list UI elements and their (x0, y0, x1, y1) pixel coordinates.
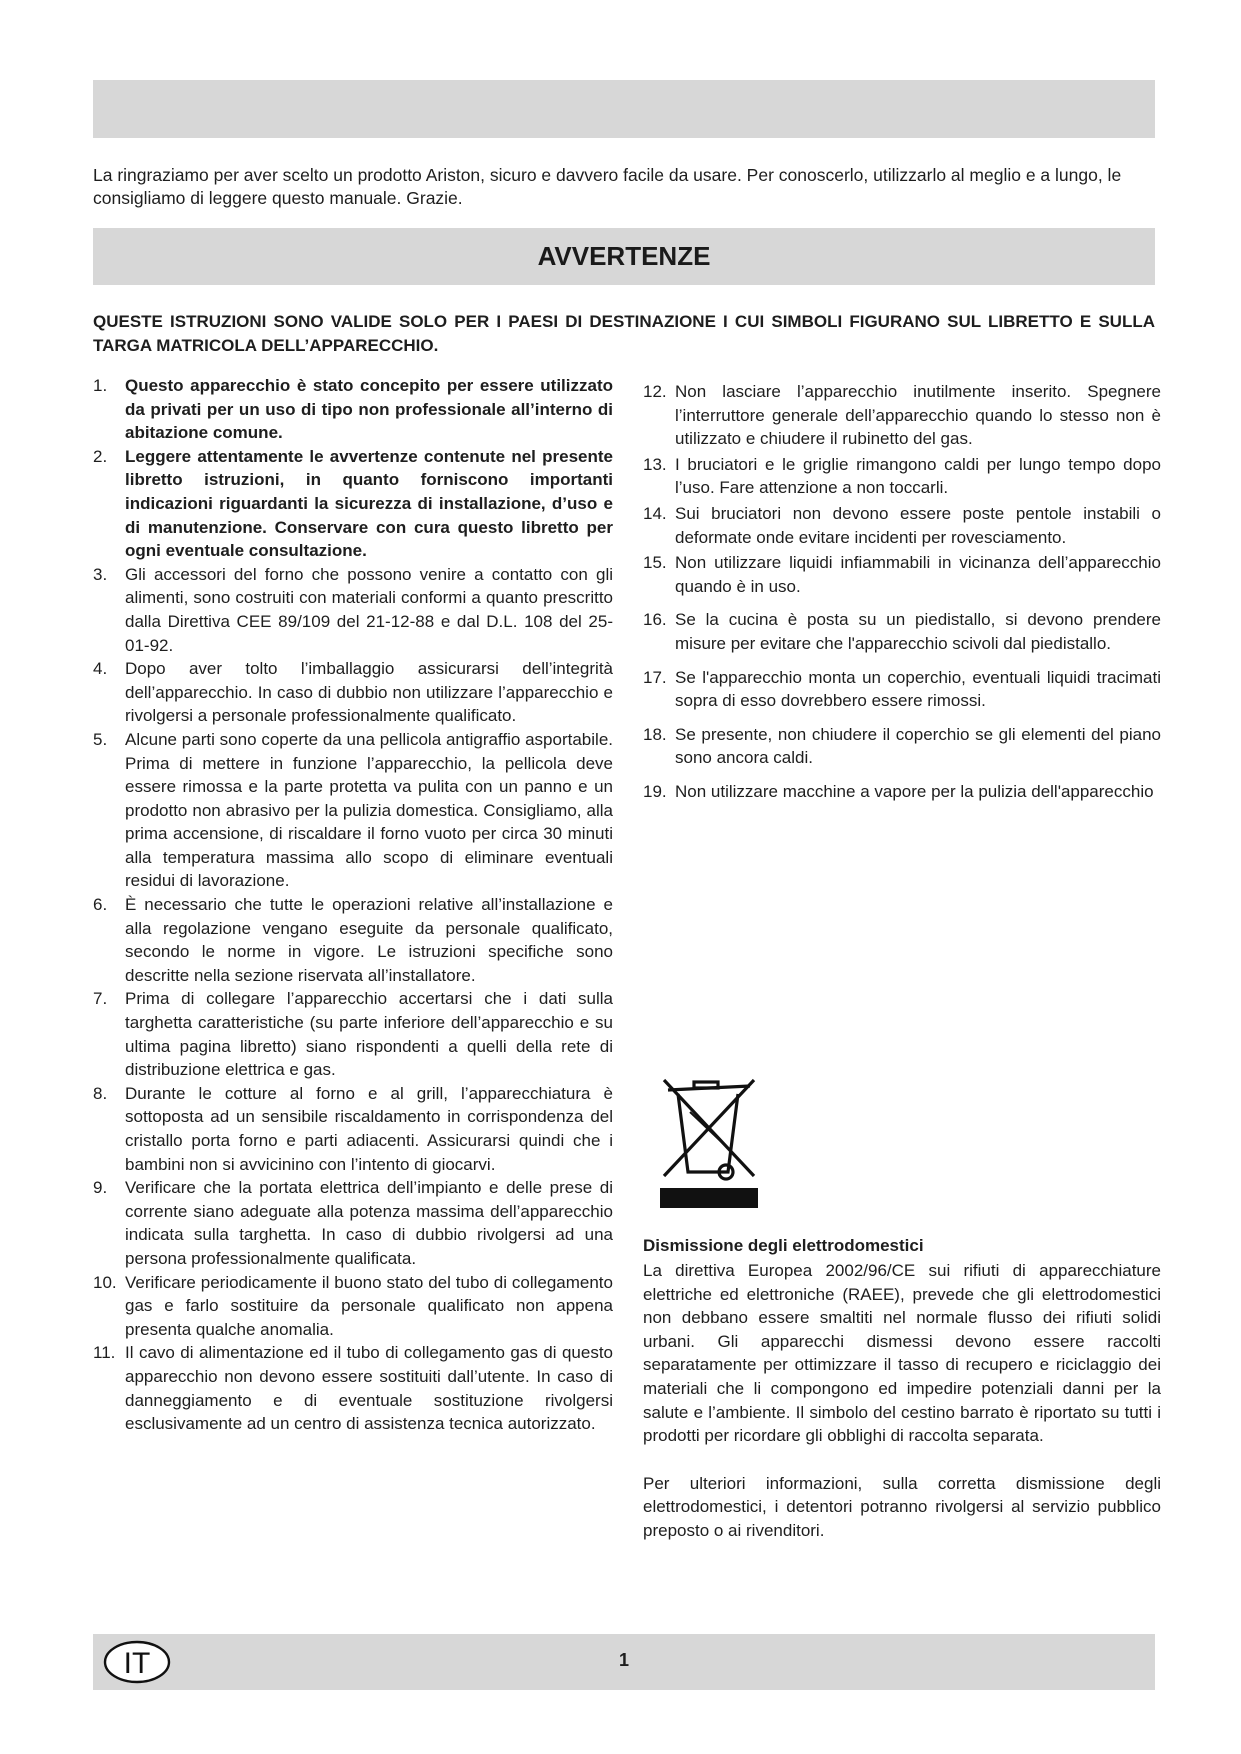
page-number: 1 (618, 1650, 629, 1670)
warning-text: Se la cucina è posta su un piedistallo, si devono prendere misure per evitare che l'apparecchio scivoli dal piedistallo. (675, 610, 1161, 653)
warning-number: 1. (93, 376, 108, 395)
disposal-title: Dismissione degli elettrodomestici (643, 1236, 924, 1255)
warning-item (93, 1271, 613, 1342)
warning-text: Leggere attentamente le avvertenze contenute nel presente libretto istruzioni, in quanto forniscono importanti indicazioni riguardanti la sicurezza di installazione, d’uso e di manutenzione. Conservare con cura questo libretto per ogni eventuale consultazione. (125, 446, 613, 561)
warnings-right-column (643, 380, 1161, 814)
warning-number: 14. (643, 503, 667, 523)
warning-text: Gli accessori del forno che possono venire a contatto con gli alimenti, sono costruiti con materiali conformi a quanto prescritto dalla Direttiva CEE 89/109 del 21-12-88 e dal D.L. 108 del 25-01-92. (125, 564, 613, 655)
warning-text: Non utilizzare macchine a vapore per la pulizia dell'apparecchio (675, 781, 1154, 801)
warning-number: 6. (93, 895, 108, 915)
warning-item (93, 374, 613, 445)
warning-item (643, 608, 1161, 655)
warning-text: Non utilizzare liquidi infiammabili in vicinanza dell’apparecchio quando è in uso. (675, 553, 1161, 596)
warning-text: Dopo aver tolto l’imballaggio assicurarsi dell’integrità dell’apparecchio. In caso di dubbio non utilizzare l’apparecchio e rivolgersi a personale professionalmente qualificato. (125, 659, 613, 726)
warning-text: Se l'apparecchio monta un coperchio, eventuali liquidi tracimati sopra di esso dovrebbero essere rimossi. (675, 667, 1161, 711)
warning-number: 9. (93, 1178, 108, 1198)
warning-number: 17. (643, 667, 667, 687)
validity-note: QUESTE ISTRUZIONI SONO VALIDE SOLO PER I PAESI DI DESTINAZIONE I CUI SIMBOLI FIGURANO SUL LIBRETTO E SULLA TARGA MATRICOLA DELL’APPARECCHIO. (93, 312, 1155, 355)
warning-item (643, 380, 1161, 451)
warning-item (93, 1176, 613, 1270)
intro-text: La ringraziamo per aver scelto un prodotto Ariston, sicuro e davvero facile da usare. Per conoscerlo, utilizzarlo al meglio e a lungo, le consigliamo di leggere questo manuale. Grazie. (93, 165, 1122, 208)
warning-item (93, 445, 613, 563)
warning-item (643, 502, 1161, 549)
warning-item (93, 987, 613, 1081)
disposal-body: La direttiva Europea 2002/96/CE sui rifiuti di apparecchiature elettriche ed elettroniche (RAEE), prevede che gli elettrodomestici non debbano essere smaltiti nel normale flusso dei rifiuti solidi urbani. Gli apparecchi dismessi devono essere raccolti separatamente per ottimizzare il tasso di recupero e riciclaggio dei materiali che li compongono ed impedire potenziali danni per la salute e l’ambiente. Il simbolo del cestino barrato è riportato su tutti i prodotti per ricordare gli obblighi di raccolta separata. (643, 1261, 1161, 1446)
warning-number: 13. (643, 454, 667, 474)
warning-number: 15. (643, 553, 667, 573)
warning-text: Se presente, non chiudere il coperchio se gli elementi del piano sono ancora caldi. (675, 724, 1161, 768)
warning-number: 5. (93, 729, 108, 749)
warning-text: Non lasciare l’apparecchio inutilmente inserito. Spegnere l’interruttore generale dell’apparecchio quando lo stesso non è utilizzato e chiudere il rubinetto del gas. (675, 382, 1161, 449)
warning-item (93, 1082, 613, 1176)
language-badge-text: IT (123, 1647, 151, 1680)
language-badge (103, 1640, 171, 1684)
disposal-section (643, 1234, 1161, 1543)
warning-text: I bruciatori e le griglie rimangono caldi per lungo tempo dopo l’uso. Fare attenzione a non toccarli. (675, 454, 1161, 498)
header-band (93, 80, 1155, 138)
warnings-left-column (93, 374, 613, 1436)
warning-text: Sui bruciatori non devono essere poste pentole instabili o deformate onde evitare incidenti per rovesciamento. (675, 503, 1161, 547)
warning-text: Questo apparecchio è stato concepito per essere utilizzato da privati per un uso di tipo non professionale all’interno di abitazione comune. (125, 376, 613, 443)
warning-item (643, 666, 1161, 713)
warning-number: 12. (643, 382, 667, 401)
warning-item (93, 893, 613, 987)
warning-item (643, 780, 1161, 804)
warning-number: 3. (93, 564, 108, 584)
warning-item (93, 1341, 613, 1435)
warning-text: Prima di collegare l’apparecchio accertarsi che i dati sulla targhetta caratteristiche (su parte inferiore dell’apparecchio e su ultima pagina libretto) siano rispondenti a quelli della rete di distribuzione elettrica e gas. (125, 989, 613, 1080)
warning-text: Il cavo di alimentazione ed il tubo di collegamento gas di questo apparecchio non devono essere sostituiti dall’utente. In caso di danneggiamento e di eventuale sostituzione rivolgersi esclusivamente ad un centro di assistenza tecnica autorizzato. (125, 1343, 613, 1434)
warning-text: È necessario che tutte le operazioni relative all’installazione e alla regolazione vengano eseguite da personale qualificato, secondo le norme in vigore. Le istruzioni specifiche sono descritte nella sezione riservata all’installatore. (125, 895, 613, 985)
warning-text: Alcune parti sono coperte da una pellicola antigraffio asportabile. Prima di mettere in funzione l’apparecchio, la pellicola deve essere rimossa e la parte protetta va pulita con un panno e un prodotto non abrasivo per la pulizia domestica. Consigliamo, alla prima accensione, di riscaldare il forno vuoto per circa 30 minuti alla temperatura massima allo scopo di eliminare eventuali residui di lavorazione. (125, 729, 613, 891)
warning-number: 18. (643, 724, 667, 744)
warning-number: 19. (643, 781, 667, 801)
warning-item (643, 723, 1161, 770)
section-title: AVVERTENZE (537, 241, 711, 271)
warning-number: 2. (93, 446, 108, 466)
warning-number: 8. (93, 1083, 108, 1103)
disposal-more-info: Per ulteriori informazioni, sulla corretta dismissione degli elettrodomestici, i detentori potranno rivolgersi al servizio pubblico preposto o ai rivenditori. (643, 1473, 1161, 1540)
warning-item (93, 563, 613, 657)
warning-number: 7. (93, 989, 108, 1009)
warning-item (93, 728, 613, 893)
warning-item (643, 453, 1161, 500)
section-title-band (93, 228, 1155, 285)
warning-item (643, 551, 1161, 598)
warning-item (93, 657, 613, 728)
warning-text: Verificare periodicamente il buono stato del tubo di collegamento gas e farlo sostituire da personale qualificato non appena presenta qualche anomalia. (125, 1272, 613, 1339)
warning-number: 16. (643, 610, 667, 630)
warning-text: Durante le cotture al forno e al grill, l’apparecchiatura è sottoposta ad un sensibile riscaldamento in corrispondenza del cristallo porta forno e parti adiacenti. Assicurarsi quindi che i bambini non si avvicinino con l’intento di giocarvi. (125, 1083, 613, 1174)
warning-text: Verificare che la portata elettrica dell’impianto e delle prese di corrente siano adeguate alla potenza massima dell’apparecchio indicata sulla targhetta. In caso di dubbio rivolgersi ad una persona professionalmente qualificata. (125, 1178, 613, 1268)
warning-number: 10. (93, 1272, 117, 1292)
crossed-bin-icon (660, 1076, 758, 1208)
warning-number: 4. (93, 659, 108, 679)
warning-number: 11. (93, 1343, 116, 1363)
